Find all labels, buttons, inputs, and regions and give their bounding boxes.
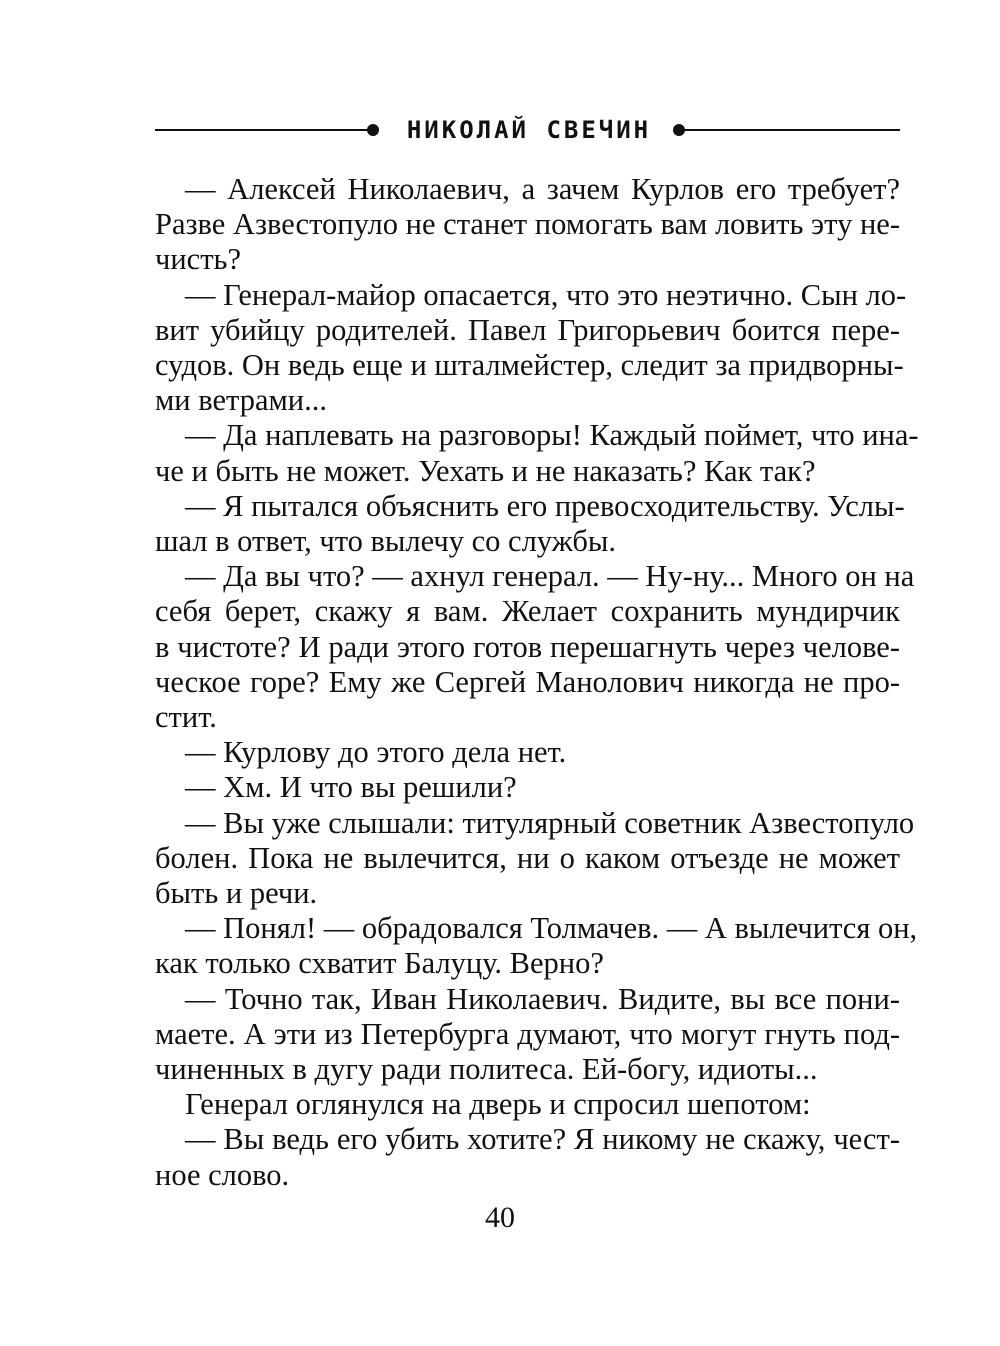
text-line: шал в ответ, что вылечу со службы. (155, 524, 616, 559)
text-line: — Да вы что? — ахнул генерал. — Ну-ну... Много он на (185, 559, 915, 594)
text-line: ное слово. (155, 1157, 290, 1192)
text-line: чиненных в дугу ради политеса. Ей-богу, идиоты... (155, 1052, 818, 1087)
text-line: в чистоте? И ради этого готов перешагнуть через челове- (155, 629, 900, 664)
paragraph (155, 172, 900, 278)
text-line: как только схватит Балуцу. Верно? (155, 946, 604, 981)
text-line: Разве Азвестопуло не станет помогать вам ловить эту не- (155, 207, 900, 242)
text-line: ми ветрами... (155, 383, 327, 418)
paragraph (155, 277, 907, 419)
text-line: — Генерал-майор опасается, что это неэтично. Сын ло- (185, 277, 907, 312)
text-line: — Я пытался объяснить его превосходительству. Услы- (185, 488, 905, 523)
header-bullet-left (367, 124, 379, 136)
text-line: — Вы ведь его убить хотите? Я никому не скажу, чест- (185, 1122, 900, 1157)
text-line: быть и речи. (155, 876, 318, 911)
paragraph (155, 1087, 900, 1122)
text-line: — Алексей Николаевич, а зачем Курлов его требует? (185, 172, 900, 206)
text-line: судов. Он ведь еще и шталмейстер, следит за придворны- (155, 348, 904, 383)
paragraph (155, 735, 900, 770)
text-line: — Понял! — обрадовался Толмачев. — А вылечится он, (185, 911, 918, 946)
text-line: — Да наплевать на разговоры! Каждый поймет, что ина- (185, 418, 919, 453)
text-line: себя берет, скажу я вам. Желает сохранить мундирчик (155, 594, 900, 629)
text-line: — Точно так, Иван Николаевич. Видите, вы все пони- (185, 981, 900, 1016)
text-line: ческое горе? Ему же Сергей Манолович никогда не про- (155, 664, 900, 699)
text-line: вит убийцу родителей. Павел Григорьевич боится пере- (155, 312, 900, 347)
paragraph (155, 805, 915, 912)
paragraph (155, 770, 900, 805)
paragraph (155, 1122, 900, 1192)
page-number: 40 (485, 1201, 515, 1234)
text-line: — Хм. И что вы решили? (185, 770, 517, 805)
paragraph (155, 559, 915, 735)
body-text (155, 172, 919, 1193)
header-rule-left (155, 129, 370, 131)
text-line: болен. Пока не вылечится, ни о каком отъезде не может (155, 840, 900, 875)
running-header (0, 108, 1000, 152)
text-line: чисть? (155, 242, 241, 277)
text-line: стит. (155, 700, 217, 735)
paragraph (155, 488, 905, 559)
paragraph (155, 418, 919, 488)
text-line: че и быть не может. Уехать и не наказать? Как так? (155, 453, 816, 488)
text-line: маете. А эти из Петербурга думают, что могут гнуть под- (155, 1016, 900, 1051)
text-line: — Курлову до этого дела нет. (185, 735, 567, 770)
text-line: — Вы уже слышали: титулярный советник Азвестопуло (185, 805, 915, 840)
header-rule-right (683, 129, 900, 131)
text-line: Генерал оглянулся на дверь и спросил шепотом: (185, 1087, 811, 1122)
running-header-author: НИКОЛАЙ СВЕЧИН (406, 116, 652, 144)
paragraph (155, 911, 918, 981)
paragraph (155, 982, 900, 1088)
